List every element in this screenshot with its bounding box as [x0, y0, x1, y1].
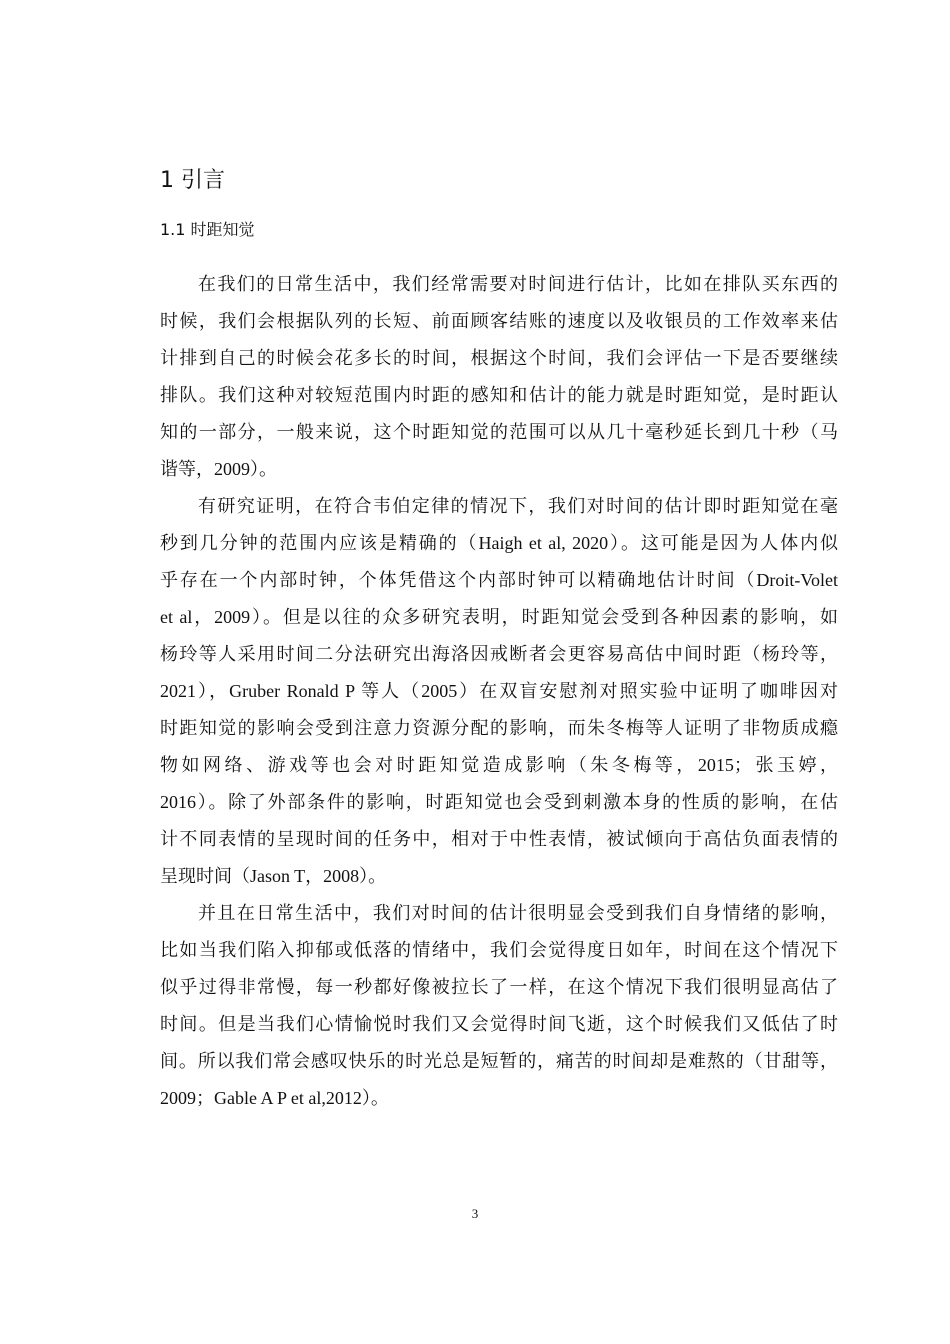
- text-line: 时距知觉的影响会受到注意力资源分配的影响，而朱冬梅等人证明了非物质成瘾: [160, 718, 838, 738]
- text-line: 物如网络、游戏等也会对时距知觉造成影响（朱冬梅等，2015；张玉婷，: [160, 755, 838, 775]
- text-line: et al，2009）。但是以往的众多研究表明，时距知觉会受到各种因素的影响，如: [160, 607, 838, 627]
- paragraph-3: [160, 895, 838, 1117]
- text-line: 2016）。除了外部条件的影响，时距知觉也会受到刺激本身的性质的影响，在估: [160, 792, 838, 812]
- text-line: 时候，我们会根据队列的长短、前面顾客结账的速度以及收银员的工作效率来估: [160, 311, 838, 331]
- section-heading: 1.1 时距知觉: [160, 220, 255, 239]
- paragraph-2: [160, 488, 838, 895]
- paragraph-1: [160, 266, 838, 488]
- text-line: 有研究证明，在符合韦伯定律的情况下，我们对时间的估计即时距知觉在毫: [198, 496, 838, 516]
- text-line: 杨玲等人采用时间二分法研究出海洛因戒断者会更容易高估中间时距（杨玲等，: [160, 644, 838, 664]
- text-line: 时间。但是当我们心情愉悦时我们又会觉得时间飞逝，这个时候我们又低估了时: [160, 1014, 838, 1034]
- text-line: 比如当我们陷入抑郁或低落的情绪中，我们会觉得度日如年，时间在这个情况下: [160, 940, 838, 960]
- text-line: 谐等，2009）。: [160, 459, 277, 479]
- body-text: [160, 266, 838, 1117]
- chapter-heading: 1 引言: [160, 168, 225, 193]
- text-line: 计不同表情的呈现时间的任务中，相对于中性表情，被试倾向于高估负面表情的: [160, 829, 838, 849]
- text-line: 排队。我们这种对较短范围内时距的感知和估计的能力就是时距知觉，是时距认: [160, 385, 838, 405]
- text-line: 似乎过得非常慢，每一秒都好像被拉长了一样，在这个情况下我们很明显高估了: [160, 977, 838, 997]
- text-line: 计排到自己的时候会花多长的时间，根据这个时间，我们会评估一下是否要继续: [160, 348, 838, 368]
- text-line: 乎存在一个内部时钟，个体凭借这个内部时钟可以精确地估计时间（Droit-Volet: [160, 570, 838, 590]
- text-line: 知的一部分，一般来说，这个时距知觉的范围可以从几十毫秒延长到几十秒（马: [160, 422, 838, 442]
- text-line: 2009；Gable A P et al,2012）。: [160, 1088, 389, 1108]
- text-line: 并且在日常生活中，我们对时间的估计很明显会受到我们自身情绪的影响，: [198, 903, 838, 923]
- text-line: 秒到几分钟的范围内应该是精确的（Haigh et al, 2020）。这可能是因为人体内似: [160, 533, 838, 553]
- page-number: 3: [471, 1206, 479, 1221]
- text-line: 2021），Gruber Ronald P 等人（2005）在双盲安慰剂对照实验中证明了咖啡因对: [160, 681, 838, 701]
- text-line: 间。所以我们常会感叹快乐的时光总是短暂的，痛苦的时间却是难熬的（甘甜等，: [160, 1051, 838, 1071]
- text-line: 在我们的日常生活中，我们经常需要对时间进行估计，比如在排队买东西的: [198, 274, 838, 294]
- text-line: 呈现时间（Jason T，2008）。: [160, 866, 387, 886]
